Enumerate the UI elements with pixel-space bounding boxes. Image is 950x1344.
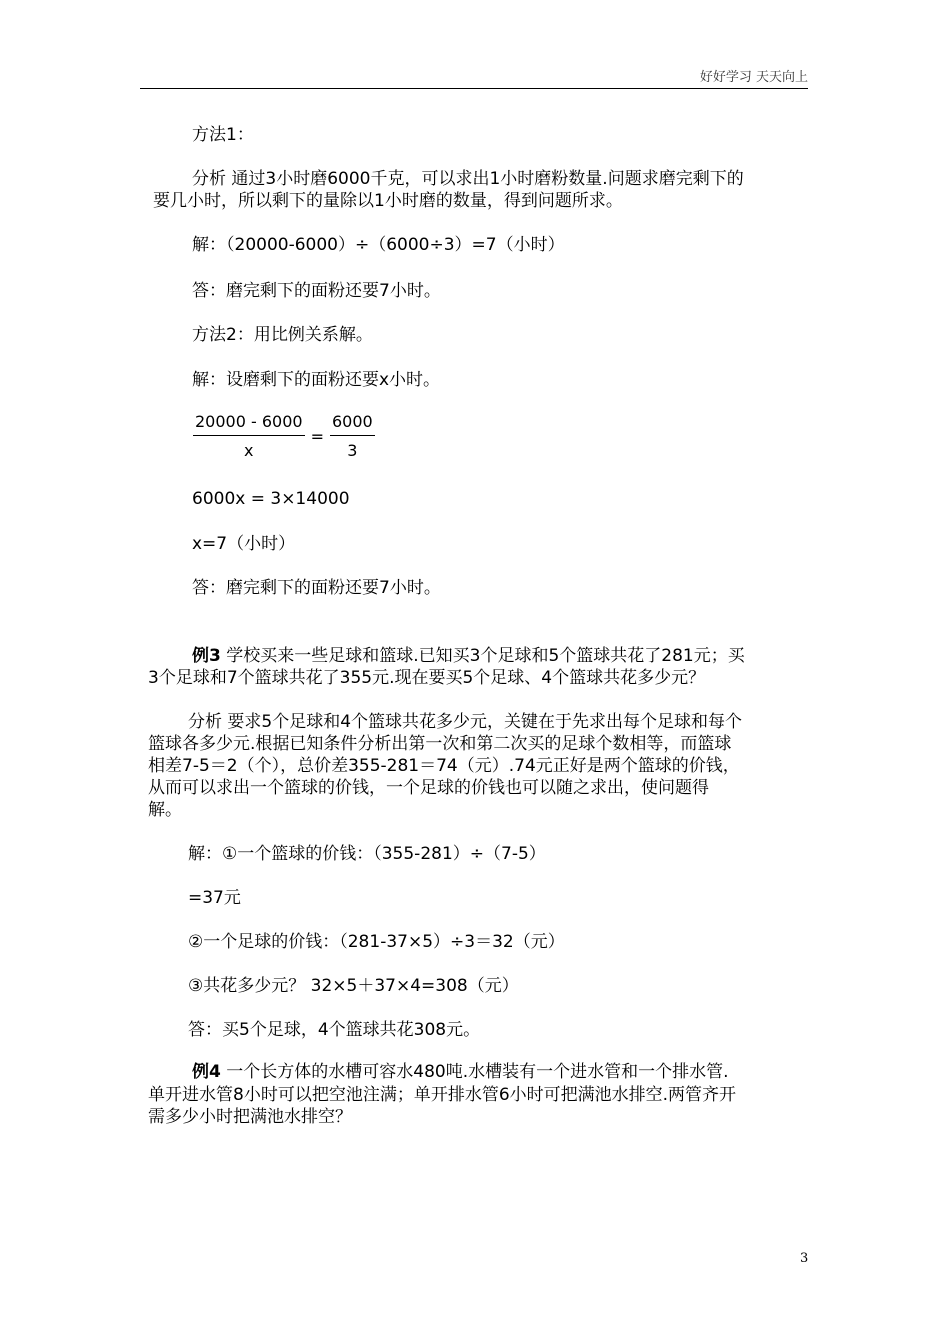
example3-question-text: 学校买来一些足球和篮球.已知买3个足球和5个篮球共花了281元；买 <box>226 646 745 666</box>
method2-equation2: x=7（小时） <box>192 534 296 554</box>
example3-analysis-line2: 篮球各多少元.根据已知条件分析出第一次和第二次买的足球个数相等，而篮球 <box>148 734 732 754</box>
example3-step1-result: =37元 <box>188 888 241 908</box>
example3-step1: 解：①一个篮球的价钱：（355-281）÷（7-5） <box>188 844 546 864</box>
fraction-left-numerator: 20000 - 6000 <box>195 412 303 431</box>
page-number: 3 <box>800 1251 809 1266</box>
method1-solution: 解：（20000-6000）÷（6000÷3）=7（小时） <box>192 235 565 255</box>
method2-title: 方法2：用比例关系解。 <box>192 325 373 345</box>
example3-step3: ③共花多少元？ 32×5＋37×4=308（元） <box>188 976 519 996</box>
fraction-right <box>330 412 375 460</box>
equals-sign: = <box>310 426 324 446</box>
method2-let: 解：设磨剩下的面粉还要x小时。 <box>192 370 441 390</box>
fraction-left <box>193 412 305 460</box>
method2-equation1: 6000x = 3×14000 <box>192 489 350 509</box>
example4-question-line2: 单开进水管8小时可以把空池注满；单开排水管6小时可把满池水排空.两管齐开 <box>148 1085 737 1105</box>
example3-analysis-line5: 解。 <box>148 800 182 820</box>
example4-question-text: 一个长方体的水槽可容水480吨.水槽装有一个进水管和一个排水管. <box>226 1062 729 1082</box>
example4-question-line3: 需多少小时把满池水排空？ <box>148 1107 352 1127</box>
example3-question-line2: 3个足球和7个篮球共花了355元.现在要买5个足球、4个篮球共花多少元？ <box>148 668 706 688</box>
header-motto: 好好学习 天天向上 <box>699 70 808 85</box>
example4-question-line1 <box>192 1061 729 1083</box>
method1-analysis-line2: 要几小时，所以剩下的量除以1小时磨的数量，得到问题所求。 <box>153 191 623 211</box>
example3-label: 例3 <box>192 646 221 666</box>
method2-answer: 答：磨完剩下的面粉还要7小时。 <box>192 578 441 598</box>
fraction-left-denominator: x <box>244 441 254 460</box>
example3-analysis-line3: 相差7-5＝2（个），总价差355-281＝74（元）.74元正好是两个篮球的价钱， <box>148 756 740 776</box>
fraction-right-numerator: 6000 <box>331 412 373 431</box>
proportion-equation <box>193 412 375 460</box>
fraction-right-denominator: 3 <box>347 441 358 460</box>
method1-answer: 答：磨完剩下的面粉还要7小时。 <box>192 281 441 301</box>
method1-analysis-line1: 分析 通过3小时磨6000千克，可以求出1小时磨粉数量.问题求磨完剩下的 <box>192 169 744 189</box>
example3-analysis-line4: 从而可以求出一个篮球的价钱，一个足球的价钱也可以随之求出，使问题得 <box>148 778 709 798</box>
example3-analysis-line1: 分析 要求5个足球和4个篮球共花多少元，关键在于先求出每个足球和每个 <box>188 712 743 732</box>
header-divider <box>140 88 808 89</box>
example3-step2: ②一个足球的价钱：（281-37×5）÷3＝32（元） <box>188 932 565 952</box>
method1-title: 方法1： <box>192 125 254 145</box>
example3-answer: 答：买5个足球，4个篮球共花308元。 <box>188 1020 481 1040</box>
example3-question-line1 <box>192 645 745 667</box>
example4-label: 例4 <box>192 1062 221 1082</box>
